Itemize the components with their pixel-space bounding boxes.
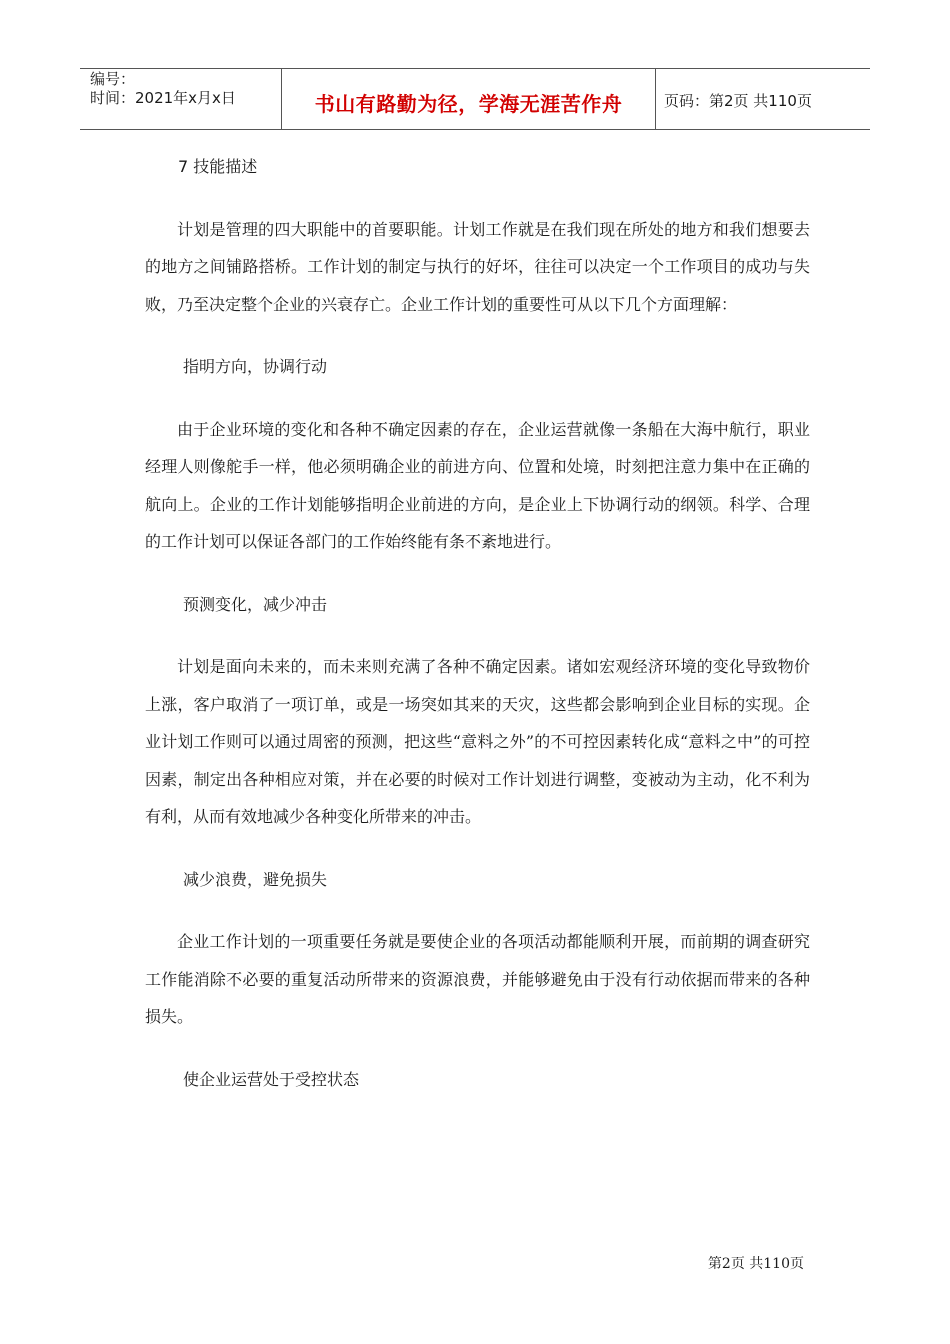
header-motto: 书山有路勤为径，学海无涯苦作舟 [314, 92, 623, 116]
subheading-forecast: 预测变化，减少冲击 [183, 594, 328, 614]
paragraph-waste: 企业工作计划的一项重要任务就是要使企业的各项活动都能顺利开展，而前期的调查研究工作能消除不必要的重复活动所带来的资源浪费，并能够避免由于没有行动依据而带来的各种损失。 [145, 932, 810, 1026]
subheading-waste: 减少浪费，避免损失 [183, 869, 328, 889]
paragraph-forecast: 计划是面向未来的，而未来则充满了各种不确定因素。诸如宏观经济环境的变化导致物价上涨，客户取消了一项订单，或是一场突如其来的天灾，这些都会影响到企业目标的实现。企业计划工作则可以通过周密的预测，把这些“意料之外”的不可控因素转化成“意料之中”的可控因素，制定出各种相应对策，并在必要的时候对工作计划进行调整，变被动为主动，化不利为有利，从而有效地减少各种变化所带来的冲击。 [145, 657, 810, 826]
page-header [80, 68, 870, 130]
document-date-label: 时间：2021年x月x日 [90, 89, 236, 107]
header-page-number: 页码：第2页 共110页 [664, 92, 812, 110]
subheading-direction: 指明方向，协调行动 [183, 357, 328, 376]
document-body [145, 148, 810, 1098]
document-number-label: 编号： [90, 70, 136, 88]
header-page-cell [654, 69, 870, 129]
subheading-control: 使企业运营处于受控状态 [183, 1069, 360, 1089]
section-title: 7 技能描述 [178, 157, 258, 176]
paragraph-direction: 由于企业环境的变化和各种不确定因素的存在，企业运营就像一条船在大海中航行，职业经理人则像舵手一样，他必须明确企业的前进方向、位置和处境，时刻把注意力集中在正确的航向上。企业的工作计划能够指明企业前进的方向，是企业上下协调行动的纲领。科学、合理的工作计划可以保证各部门的工作始终能有条不紊地进行。 [145, 419, 810, 551]
intro-paragraph: 计划是管理的四大职能中的首要职能。计划工作就是在我们现在所处的地方和我们想要去的地方之间铺路搭桥。工作计划的制定与执行的好坏，往往可以决定一个工作项目的成功与失败，乃至决定整个企业的兴衰存亡。企业工作计划的重要性可从以下几个方面理解： [145, 219, 810, 314]
header-motto-cell [281, 69, 656, 129]
page-footer-number: 第2页 共110页 [707, 1256, 804, 1272]
header-meta-cell [80, 69, 281, 129]
